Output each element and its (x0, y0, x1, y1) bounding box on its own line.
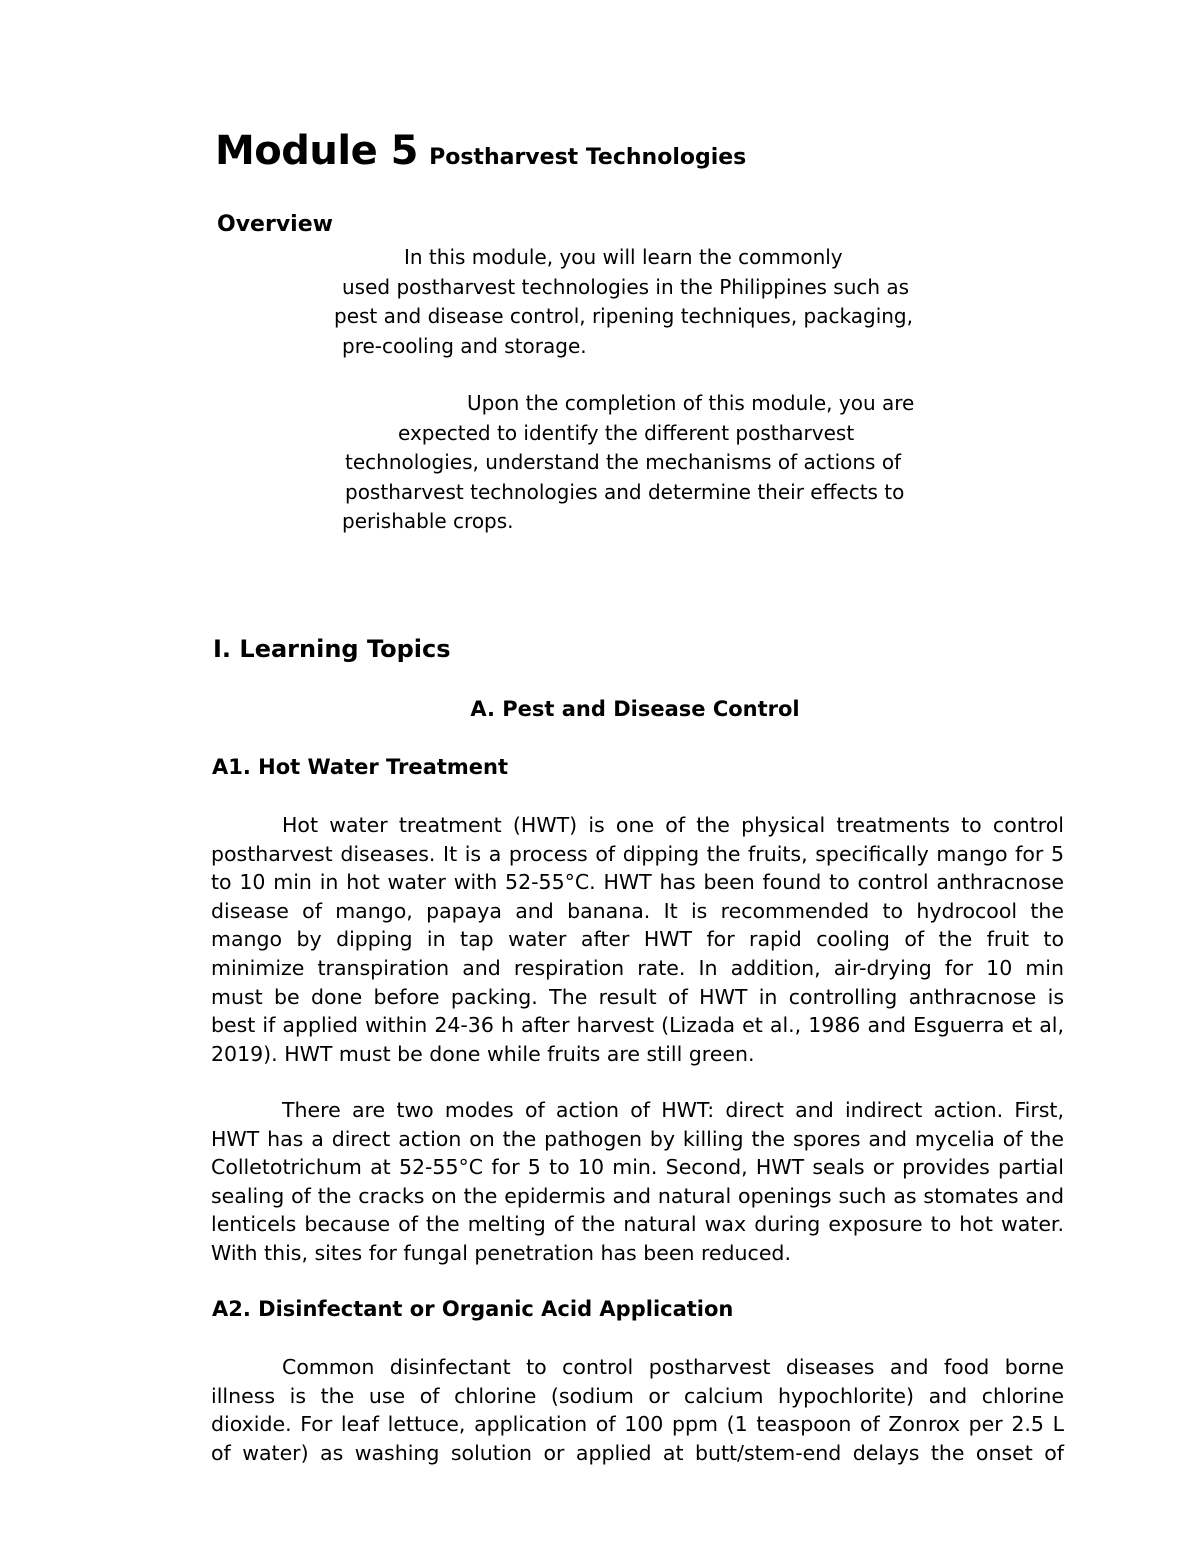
overview-line: perishable crops. (342, 509, 514, 533)
module-title (215, 128, 746, 174)
a1-heading: A1. Hot Water Treatment (212, 755, 508, 779)
overview-line: postharvest technologies and determine their effects to (345, 479, 905, 504)
text-line: postharvest diseases. It is a process of dipping the fruits, specifically mango for 5 (211, 841, 1064, 866)
text-line: sealing of the cracks on the epidermis and natural openings such as stomates and (211, 1183, 1064, 1208)
overview-line: pest and disease control, ripening techniques, packaging, (334, 304, 913, 328)
a2-heading: A2. Disinfectant or Organic Acid Application (212, 1297, 734, 1321)
a1-paragraph-1 (211, 811, 1064, 1068)
a1-paragraph-2 (211, 1096, 1064, 1268)
overview-line: used postharvest technologies in the Philippines such as (342, 274, 910, 299)
text-line: HWT has a direct action on the pathogen by killing the spores and mycelia of the (211, 1126, 1064, 1151)
text-line: Colletotrichum at 52-55°C for 5 to 10 min. Second, HWT seals or provides partial (211, 1155, 1064, 1180)
text-line: Common disinfectant to control postharvest diseases and food borne (282, 1355, 1064, 1379)
text-line: minimize transpiration and respiration rate. In addition, air-drying for 10 min (211, 955, 1064, 980)
overview-line: In this module, you will learn the commonly (404, 245, 843, 269)
text-line: Hot water treatment (HWT) is one of the physical treatments to control (282, 813, 1064, 837)
text-line: dioxide. For leaf lettuce, application of 100 ppm (1 teaspoon of Zonrox per 2.5 L (211, 1412, 1064, 1437)
module-number: Module 5 (215, 128, 418, 174)
text-line: With this, sites for fungal penetration has been reduced. (211, 1240, 791, 1265)
text-line: lenticels because of the melting of the natural wax during exposure to hot water. (211, 1212, 1064, 1237)
text-line: There are two modes of action of HWT: direct and indirect action. First, (282, 1098, 1064, 1122)
overview-line: pre-cooling and storage. (342, 333, 587, 358)
text-line: illness is the use of chlorine (sodium or calcium hypochlorite) and chlorine (211, 1383, 1064, 1408)
overview-line: Upon the completion of this module, you are (467, 391, 915, 415)
text-line: mango by dipping in tap water after HWT for rapid cooling of the fruit to (211, 927, 1064, 952)
overview-paragraph-2 (342, 389, 914, 537)
a2-paragraph-1 (211, 1353, 1064, 1467)
overview-heading: Overview (217, 212, 333, 237)
text-line: of water) as washing solution or applied at butt/stem-end delays the onset of (211, 1440, 1064, 1465)
text-line: to 10 min in hot water with 52-55°C. HWT has been found to control anthracnose (211, 870, 1064, 895)
text-line: best if applied within 24-36 h after harvest (Lizada et al., 1986 and Esguerra et al, (211, 1013, 1064, 1038)
text-line: must be done before packing. The result of HWT in controlling anthracnose is (211, 984, 1064, 1009)
section-a-heading: A. Pest and Disease Control (470, 697, 800, 721)
text-line: disease of mango, papaya and banana. It is recommended to hydrocool the (211, 898, 1064, 923)
overview-line: expected to identify the different postharvest (398, 420, 855, 445)
text-line: 2019). HWT must be done while fruits are still green. (211, 1041, 755, 1066)
overview-line: technologies, understand the mechanisms of actions of (345, 450, 902, 474)
overview-paragraph-1 (334, 243, 913, 361)
learning-topics-heading: I. Learning Topics (213, 635, 451, 663)
module-subtitle: Postharvest Technologies (429, 145, 747, 170)
